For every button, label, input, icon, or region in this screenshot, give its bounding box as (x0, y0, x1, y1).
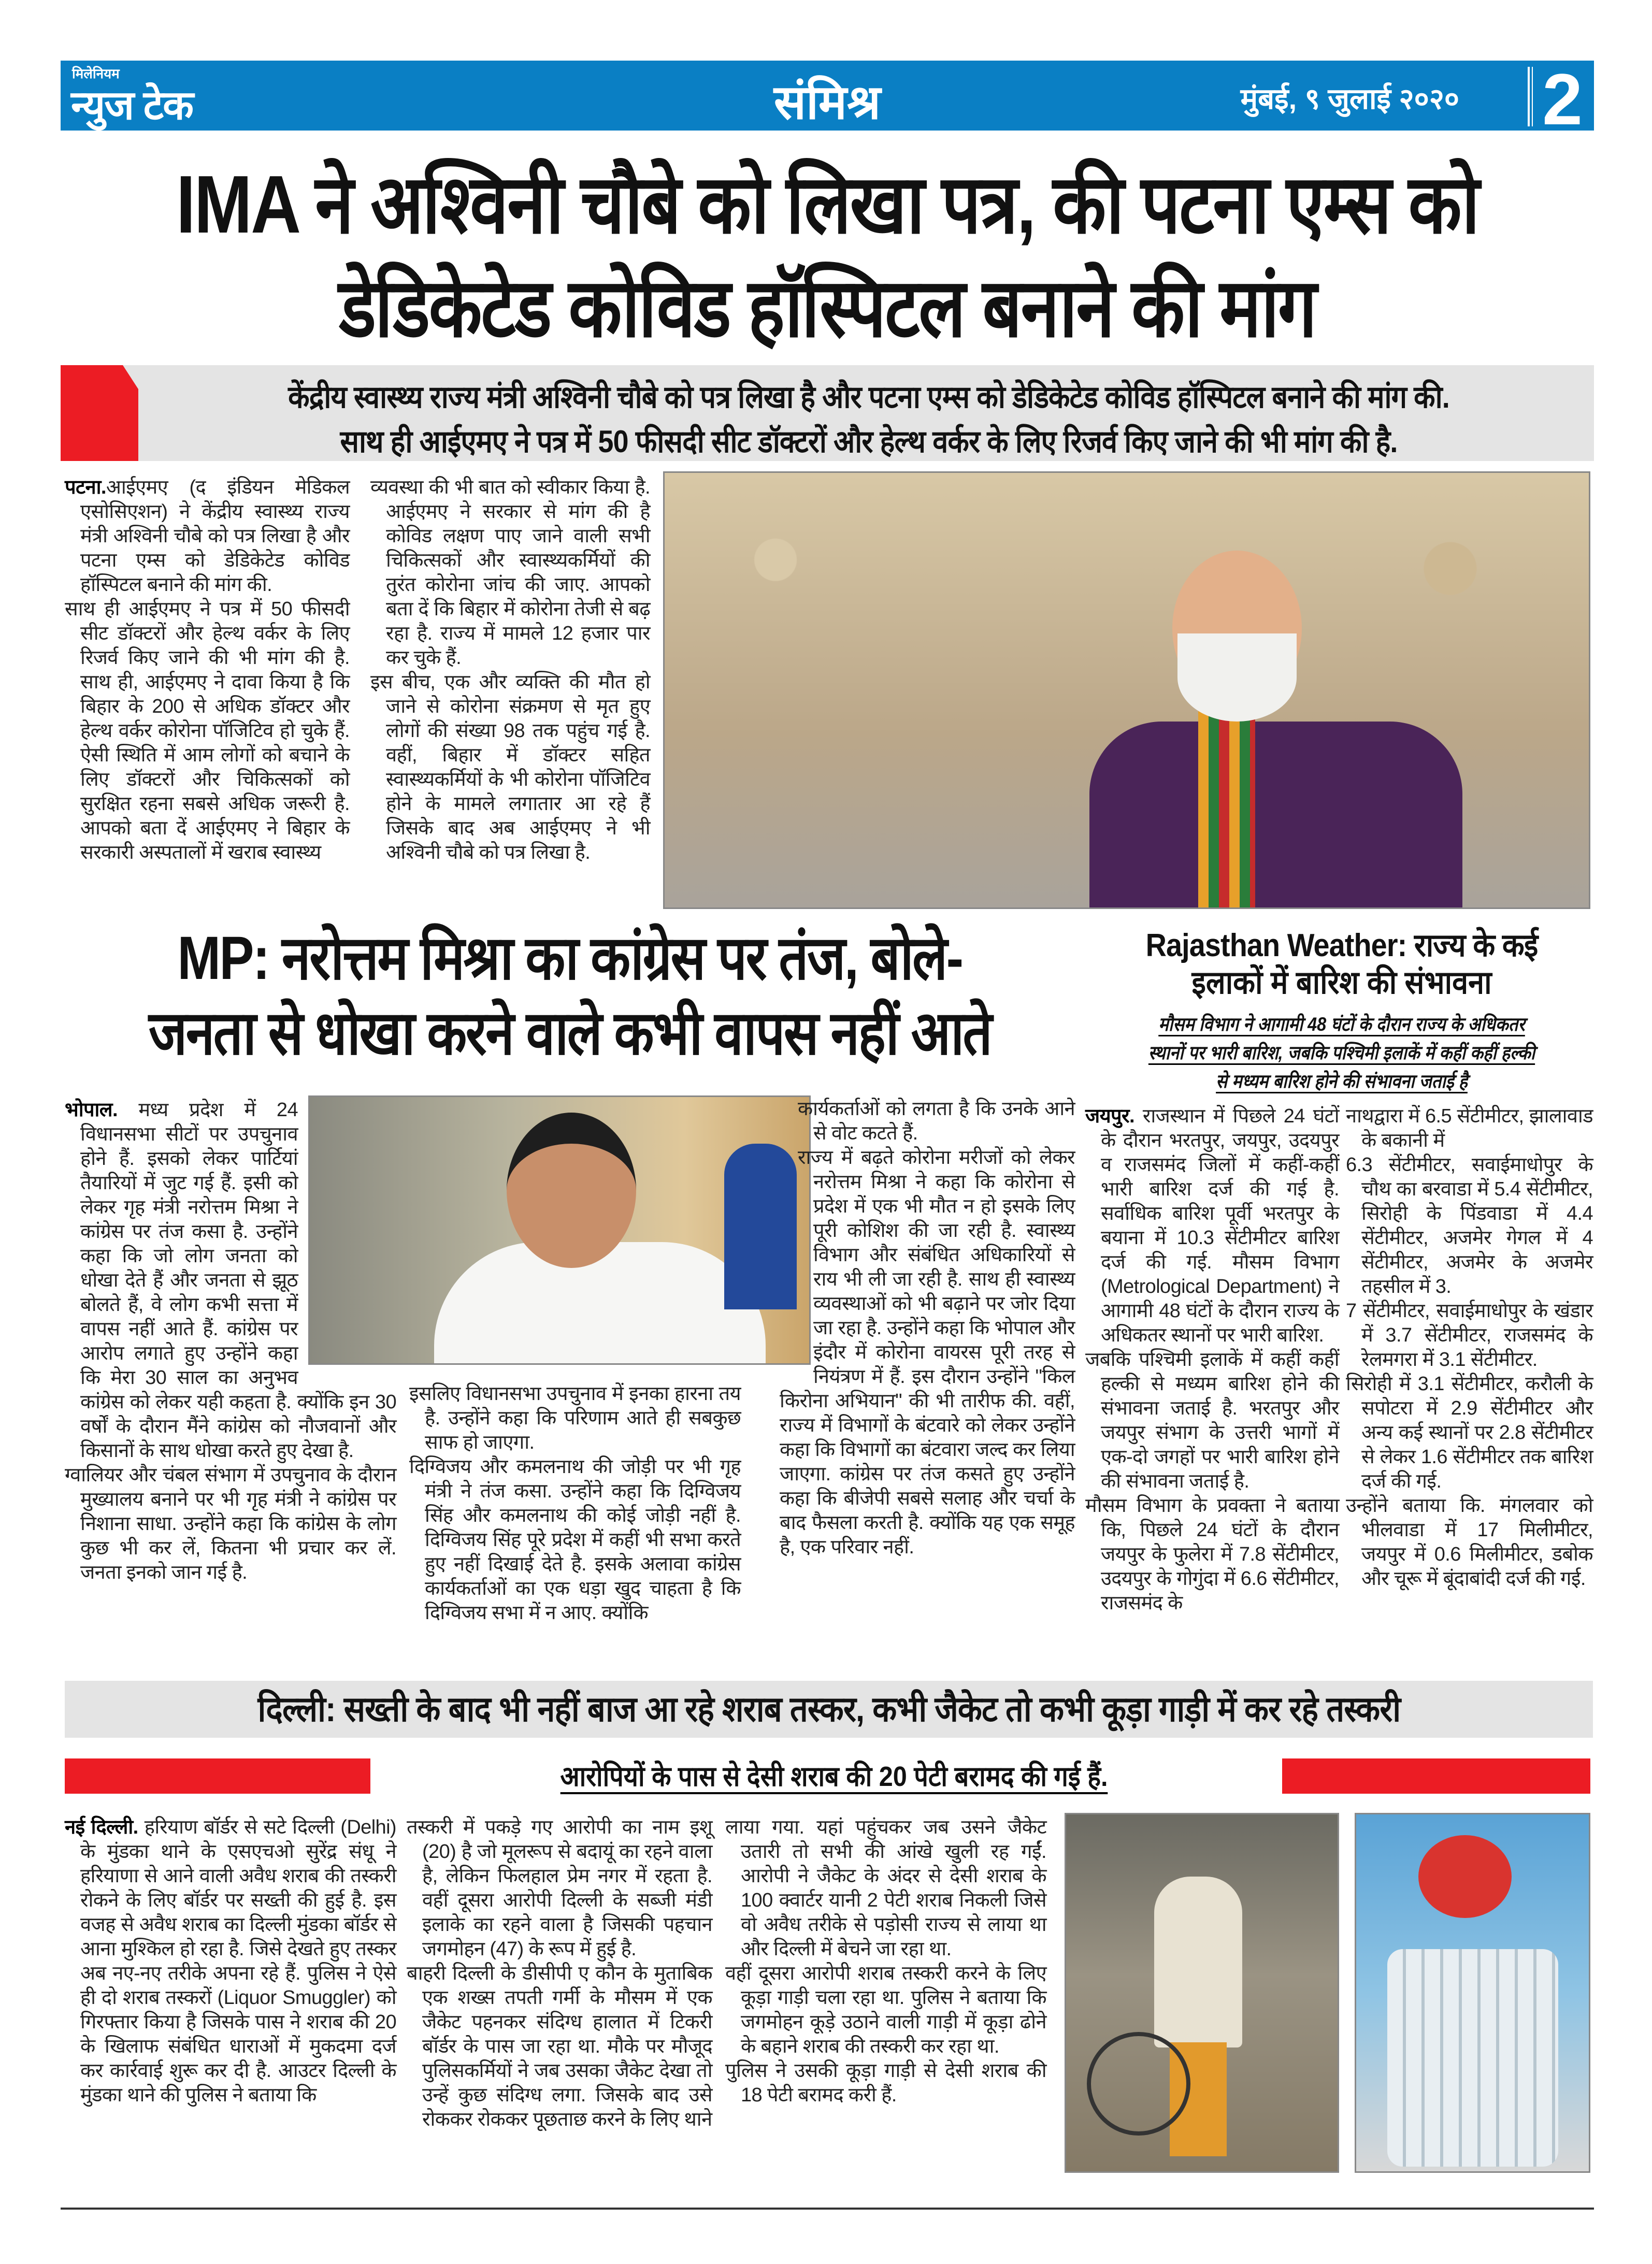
dateline: भोपाल. (65, 1099, 118, 1121)
article4-column-3 (725, 1815, 1046, 2108)
paragraph: दिग्विजय और कमलनाथ की जोड़ी पर भी गृह मंत्री ने तंज कसा. उन्होंने कहा कि दिग्विजय सिंह और कमलनाथ की कोई जोड़ी नहीं है. दिग्विजय सिंह पूरे प्रदेश में कहीं भी सभा करते हुए नहीं दिखाई देते है. इसके अलावा कांग्रेस कार्यकर्ताओं का एक धड़ा खुद चाहता है कि दिग्विजय सभा में न आए. क्योंकि (409, 1456, 741, 1624)
red-accent-bar (65, 1758, 370, 1794)
article2-headline-line2: जनता से धोखा करने वाले कभी वापस नहीं आते (148, 999, 992, 1068)
paragraph: व्यवस्था की भी बात को स्वीकार किया है. आईएमए ने सरकार से मांग की है कोविड लक्षण पाए जाने वाली सभी चिकित्सकों और स्वास्थ्यकर्मियों की तुरंत कोरोना जांच की जाए. आपको बता दें कि बिहार में कोरोना तेजी से बढ़ रहा है. राज्य में मामले 12 हजार पार कर चुके हैं. (370, 477, 650, 669)
page-number: 2 (1542, 59, 1583, 140)
paragraph: बाहरी दिल्ली के डीसीपी ए कौन के मुताबिक एक शख्स तपती गर्मी के मौसम में एक जैकेट पहनकर संदिग्ध हालात में टिकरी बॉर्डर के पास जा रहा था. मौके पर मौजूद पुलिसकर्मियों ने जब उसका जैकेट देखा तो उन्हें कुछ संदिग्ध लगा. जिसके बाद उसे रोककर रोककर पूछताछ करने के लिए थाने (407, 1963, 712, 2130)
article3-headline-line1: Rajasthan Weather: राज्य के कई (1145, 928, 1538, 963)
photo-white-kurta (434, 1242, 766, 1365)
paragraph: लाया गया. यहां पहुंचकर जब उसने जैकेट उतारी तो सभी की आंखे खुली रह गईं. आरोपी ने जैकेट के अंदर से देसी शराब के 100 क्वार्टर यानी 2 पेटी शराब निकली जिसे वो अवैध तरीके से पड़ोसी राज्य से लाया था और दिल्ली में बेचने जा रहा था. (725, 1816, 1046, 1960)
paragraph: वहीं दूसरा आरोपी शराब तस्करी करने के लिए कूड़ा गाड़ी चला रहा था. पुलिस ने बताया कि जगमोहन कूड़े उठाने वाली गाड़ी में कूड़ा ढोने के बहाने शराब की तस्करी कर रहा था. (725, 1963, 1046, 2057)
footer-rule (61, 2208, 1594, 2210)
article4-column-1 (65, 1815, 396, 2108)
paragraph: हरियाण बॉर्डर से सटे दिल्ली (Delhi) के मुंडका थाने के एसएचओ सुरेंद्र संधू ने हरियाणा से आने वाली अवैध शराब की तस्करी रोकने के लिए बॉर्डर पर सख्ती की हुई है. इस वजह से अवैध शराब का दिल्ली मुंडका बॉर्डर से आना मुश्किल हो रहा है. जिसे देखते हुए तस्कर अब नए-नए तरीके अपना रहे हैं. पुलिस ने ऐसे ही दो शराब तस्करों (Liquor Smuggler) को गिरफ्तार किया है जिसके पास ने शराब की 20 के खिलाफ संबंधित धाराओं में मुकदमा दर्ज कर कार्रवाई शुरू कर दी है. आउटर दिल्ली के मुंडका थाने की पुलिस ने बताया कि (80, 1816, 396, 2106)
photo-cap (1418, 1835, 1512, 1918)
paragraph: नाथद्वारा में 6.5 सेंटीमीटर, झालावाड के बकानी में (1346, 1105, 1593, 1151)
photo-bottles (1387, 1949, 1558, 2167)
article3-deck-line: मौसम विभाग ने आगामी 48 घंटों के दौरान राज्य के अधिकतर (1118, 1013, 1565, 1036)
article3-deck-line: स्थानों पर भारी बारिश, जबकि पश्चिमी इलाकें में कहीं कहीं हल्की (1118, 1041, 1565, 1065)
article2-photo (308, 1095, 811, 1365)
paragraph: तस्करी में पकड़े गए आरोपी का नाम इशू (20) है जो मूलरूप से बदायूं का रहने वाला है, लेकिन फिलहाल प्रेम नगर में रहता है. वहीं दूसरा आरोपी दिल्ली के सब्जी मंडी इलाके का रहने वाला है जिसकी पहचान जगमोहन (47) के रूप में हुई है. (407, 1816, 712, 1960)
paragraph: 7 सेंटीमीटर, सवाईमाधोपुर के खंडार में 3.7 सेंटीमीटर, राजसमंद के रेलमगरा में 3.1 सेंटीमीटर. (1346, 1300, 1593, 1371)
paragraph: मध्य प्रदेश में 24 विधानसभा सीटों पर उपचुनाव होने हैं. इसको लेकर पार्टियां तैयारियों में जुट गई हैं. इसी को लेकर गृह मंत्री नरोत्तम मिश्रा ने कांग्रेस पर तंज कसा है. उन्होंने कहा कि जो लोग जनता को धोखा देते हैं और जनता से झूठ बोलते हैं, वे लोग कभी सत्ता में वापस नहीं आते हैं. कांग्रेस पर आरोप लगाते हुए उन्होंने कहा कि मेरा 30 साल का अनुभव कांग्रेस को लेकर यही कहता है. क्योंकि इन 30 वर्षों के दौरान मैंने कांग्रेस को नौजवानों और किसानों के साथ धोखा करते हुए देखा है. (80, 1099, 396, 1462)
dateline: पटना. (65, 477, 106, 498)
photo-man (1154, 1877, 1242, 2047)
paragraph: उन्होंने बताया कि. मंगलवार को भीलवाडा में 17 मिलीमीटर, जयपुर में 0.6 मिलीमीटर, डबोक और चूरू में बूंदाबांदी दर्ज की गई. (1346, 1495, 1593, 1590)
section-title: संमिश्र (773, 76, 881, 129)
article3-headline-line2: इलाकों में बारिश की संभावना (1191, 965, 1492, 1001)
deck-line: साथ ही आईएमए ने पत्र में 50 फीसदी सीट डॉक्टरों और हेल्थ वर्कर के लिए रिजर्व किए जाने की भी मांग की है. (340, 424, 1398, 459)
photo-stole (1198, 711, 1255, 909)
photo-beard (1177, 633, 1297, 722)
article2-headline-line1: MP: नरोत्तम मिश्रा का कांग्रेस पर तंज, बोले- (177, 924, 963, 992)
article1-photo (663, 471, 1590, 909)
dateline: जयपुर. (1085, 1105, 1134, 1127)
article2-column-2 (409, 1382, 741, 1625)
edition-date: मुंबई, ९ जुलाई २०२० (1240, 82, 1459, 115)
paragraph: इस बीच, एक और व्यक्ति की मौत हो जाने से कोरोना संक्रमण से मृत हुए लोगों की संख्या 98 तक पहुंच गई है. वहीं, बिहार में डॉक्टर सहित स्वास्थ्यकर्मियों के भी कोरोना पॉजिटिव होने के मामले लगातार आ रहे हैं जिसके बाद अब आईएमए ने भी अश्विनी चौबे को पत्र लिखा है. (370, 671, 650, 863)
article3-deck-line: से मध्यम बारिश होने की संभावना जताई है (1118, 1070, 1565, 1093)
article4-subhead: आरोपियों के पास से देसी शराब की 20 पेटी बरामद की गई हैं. (438, 1756, 1230, 1794)
paragraph: इसलिए विधानसभा उपचुनाव में इनका हारना तय है. उन्होंने कहा कि परिणाम आते ही सबकुछ साफ हो जाएगा. (409, 1383, 741, 1453)
photo-figure-body (1089, 722, 1462, 909)
article2-column-3 (764, 1097, 1075, 1560)
paragraph: मौसम विभाग के प्रवक्ता ने बताया कि, पिछले 24 घंटों के दौरान जयपुर के फुलेरा में 7.8 सेंटीमीटर, उदयपुर के गोगुंदा में 6.6 सेंटीमीटर, राजसमंद के (1085, 1495, 1339, 1614)
article4-photo-jacket (1355, 1813, 1590, 2173)
article1-column-2 (370, 475, 650, 865)
article1-headline-line2: डेडिकेटेड कोविड हॉस्पिटल बनाने की मांग (339, 263, 1316, 354)
article3-column-2 (1346, 1104, 1593, 1591)
paragraph: ग्वालियर और चंबल संभाग में उपचुनाव के दौरान मुख्यालय बनाने पर भी गृह मंत्री ने कांग्रेस पर निशाना साधा. उन्होंने कहा कि कांग्रेस के लोग कुछ भी कर लें, कितना भी प्रचार कर लें. जनता इनको जान गई है. (65, 1464, 396, 1583)
paragraph: साथ ही आईएमए ने पत्र में 50 फीसदी सीट डॉक्टरों और हेल्थ वर्कर के लिए रिजर्व किए जाने की भी मांग की है. साथ ही, आईएमए ने दावा किया है कि बिहार के 200 से अधिक डॉक्टर और हेल्थ वर्कर कोरोना पॉजिटिव हो चुके हैं. ऐसी स्थिति में आम लोगों को बचाने के लिए डॉक्टरों और चिकित्सकों को सुरक्षित रहना सबसे अधिक जरूरी है. आपको बता दें आईएमए ने बिहार के सरकारी अस्पतालों में खराब स्वास्थ्य (65, 598, 350, 863)
paragraph: जबकि पश्चिमी इलाकें में कहीं कहीं हल्की से मध्यम बारिश होने की संभावना जताई है. भरतपुर और जयपुर संभाग के उत्तरी भागों में एक-दो जगहों पर भारी बारिश होने की संभावना जताई है. (1085, 1349, 1339, 1492)
paragraph: राजस्थान में पिछले 24 घंटों के दौरान भरतपुर, जयपुर, उदयपुर व राजसमंद जिलों में कहीं-कहीं भारी बारिश दर्ज की गई है. सर्वाधिक बारिश पूर्वी भरतपुर के बयाना में 10.3 सेंटीमीटर बारिश दर्ज की गई. मौसम विभाग (Metrological Department) ने आगामी 48 घंटों के दौरान राज्य के अधिकतर स्थानों पर भारी बारिश. (1101, 1105, 1339, 1346)
divider (1528, 67, 1533, 126)
masthead (61, 59, 1594, 140)
deck-line: केंद्रीय स्वास्थ्य राज्य मंत्री अश्विनी चौबे को पत्र लिखा है और पटना एम्स को डेडिकेटेड कोविड हॉस्पिटल बनाने की मांग की. (288, 380, 1449, 414)
red-accent-bar (1282, 1758, 1590, 1794)
red-accent-block (61, 365, 138, 461)
article4-column-2 (407, 1815, 712, 2132)
article3-column-1 (1085, 1104, 1339, 1616)
article1-headline-line1: IMA ने अश्विनी चौबे को लिखा पत्र, की पटना एम्स को (176, 159, 1478, 250)
article1-column-1 (65, 475, 350, 865)
dateline: नई दिल्ली. (65, 1816, 138, 1838)
photo-wheel (1087, 2032, 1190, 2136)
paragraph: पुलिस ने उसकी कूड़ा गाड़ी से देसी शराब की 18 पेटी बरामद करी हैं. (725, 2060, 1046, 2106)
photo-face (507, 1113, 636, 1268)
paragraph: 6.3 सेंटीमीटर, सवाईमाधोपुर के चौथ का बरवाडा में 5.4 सेंटीमीटर, सिरोही के पिंडवाडा में 4.4 सेंटीमीटर, अजमेर गेगल में 4 सेंटीमीटर, अजमेर के अजमेर तहसील में 3. (1346, 1154, 1593, 1297)
brand-prefix: मिलेनियम (72, 66, 120, 81)
article4-photo-garbage-cart (1065, 1813, 1339, 2173)
paragraph: सिरोही में 3.1 सेंटीमीटर, करौली के सपोटरा में 2.9 सेंटीमीटर और अन्य कई स्थानों पर 2.8 सेंटीमीटर से लेकर 1.6 सेंटीमीटर तक बारिश दर्ज की गई. (1346, 1373, 1593, 1492)
paragraph: आईएमए (द इंडियन मेडिकल एसोसिएशन) ने केंद्रीय स्वास्थ्य राज्य मंत्री अश्विनी चौबे को पत्र लिखा है और पटना एम्स को डेडिकेटेड कोविड हॉस्पिटल बनाने की मांग की. (80, 477, 350, 596)
paragraph: राज्य में बढ़ते कोरोना मरीजों को लेकर नरोत्तम मिश्रा ने कहा कि कोरोना से प्रदेश में एक भी मौत न हो इसके लिए पूरी कोशिश की जा रही है. स्वास्थ्य विभाग और संबंधित अधिकारियों से राय भी ली जा रही है. साथ ही स्वास्थ्य व्यवस्थाओं को भी बढ़ाने पर जोर दिया जा रहा है. उन्होंने कहा कि भोपाल और इंदौर में कोरोना वायरस पूरी तरह से नियंत्रण में हैं. इस दौरान उन्होंने "किल किरोना अभियान" की भी तारीफ की. वहीं, राज्य में विभागों के बंटवारे को लेकर उन्होंने कहा कि विभागों का बंटवारा जल्द कर लिया जाएगा. कांग्रेस पर तंज कसते हुए उन्होंने कहा कि बीजेपी सबसे सलाह और चर्चा के बाद फैसला करती है. क्योंकि यह एक समूह है, एक परिवार नहीं. (780, 1147, 1075, 1558)
article4-headline: दिल्ली: सख्ती के बाद भी नहीं बाज आ रहे शराब तस्कर, कभी जैकेट तो कभी कूड़ा गाड़ी में कर रहे तस्करी (257, 1690, 1400, 1729)
paragraph: कार्यकर्ताओं को लगता है कि उनके आने से वोट कटते हैं. (798, 1098, 1075, 1144)
brand-name: न्युज टेक (71, 82, 193, 128)
article4-headline-banner (65, 1681, 1593, 1738)
article1-deck (61, 365, 1594, 461)
